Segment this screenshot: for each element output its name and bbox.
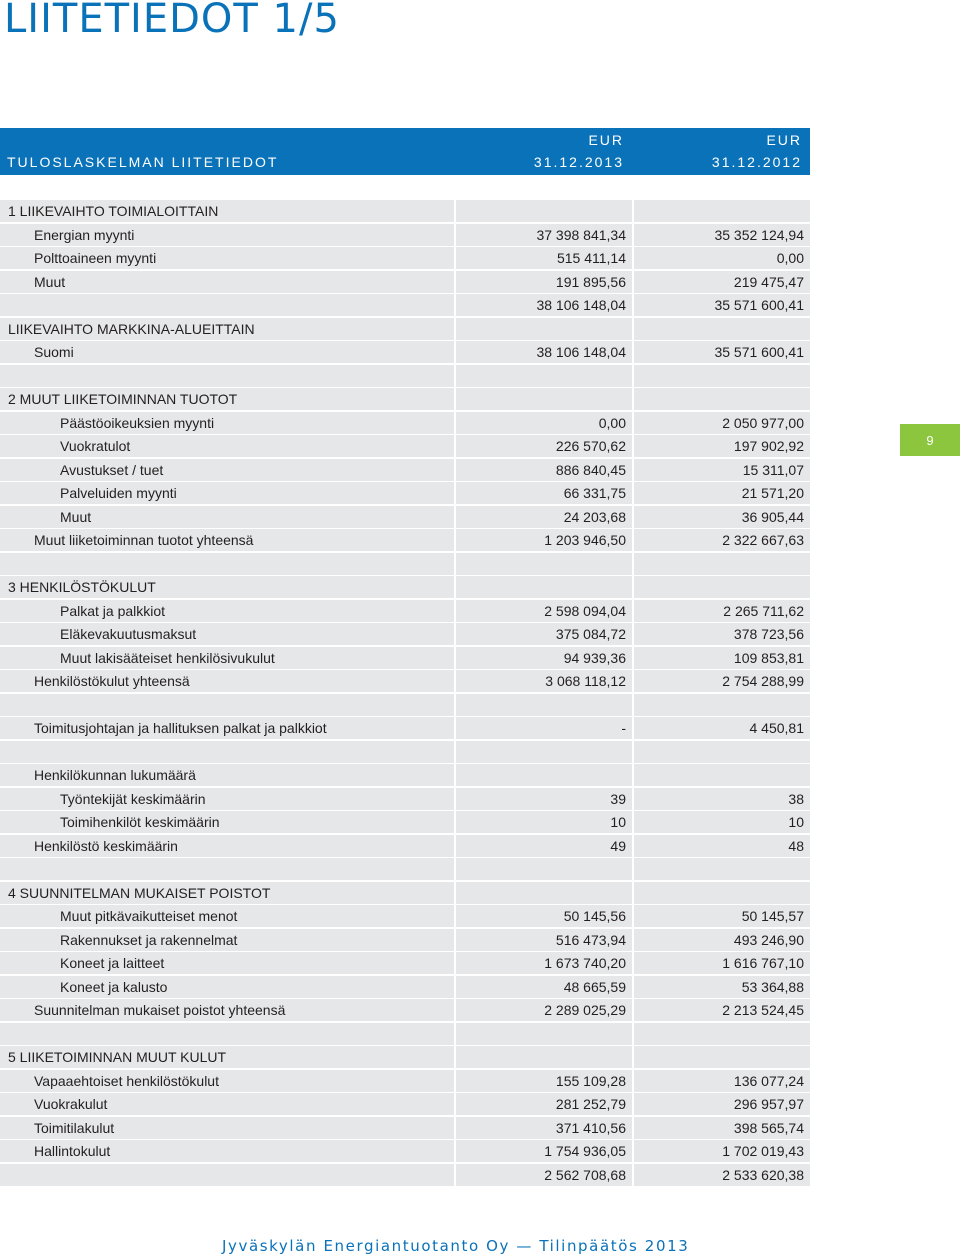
row-label: Muut bbox=[0, 506, 454, 528]
notes-table bbox=[0, 128, 810, 1186]
footer-text: Jyväskylän Energiantuotanto Oy — Tilinpäätös 2013 bbox=[222, 1237, 690, 1255]
value-2013: 515 411,14 bbox=[456, 247, 632, 269]
value-2012: 2 754 288,99 bbox=[634, 670, 810, 692]
value-2013: 516 473,94 bbox=[456, 929, 632, 951]
value-2013 bbox=[456, 694, 632, 716]
value-2012: 2 265 711,62 bbox=[634, 600, 810, 622]
value-2012: 296 957,97 bbox=[634, 1093, 810, 1115]
row-label: Koneet ja laitteet bbox=[0, 952, 454, 974]
value-2012: 493 246,90 bbox=[634, 929, 810, 951]
table-row bbox=[0, 1068, 810, 1092]
row-label bbox=[0, 294, 454, 316]
row-label: 5 LIIKETOIMINNAN MUUT KULUT bbox=[0, 1046, 454, 1068]
col-2013-unit: EUR bbox=[588, 132, 624, 148]
table-row bbox=[0, 528, 810, 552]
row-label: 1 LIIKEVAIHTO TOIMIALOITTAIN bbox=[0, 200, 454, 222]
row-label bbox=[0, 1023, 454, 1045]
table-row bbox=[0, 1021, 810, 1045]
value-2012 bbox=[634, 764, 810, 786]
value-2012: 15 311,07 bbox=[634, 459, 810, 481]
value-2013: 226 570,62 bbox=[456, 435, 632, 457]
value-2012: 36 905,44 bbox=[634, 506, 810, 528]
table-row bbox=[0, 669, 810, 693]
value-2013 bbox=[456, 858, 632, 880]
value-2012 bbox=[634, 553, 810, 575]
col-2012-date: 31.12.2012 bbox=[711, 154, 802, 170]
value-2013: 39 bbox=[456, 788, 632, 810]
row-label: Henkilöstö keskimäärin bbox=[0, 835, 454, 857]
value-2012: 1 616 767,10 bbox=[634, 952, 810, 974]
value-2013: 191 895,56 bbox=[456, 271, 632, 293]
value-2012 bbox=[634, 200, 810, 222]
value-2012: 35 571 600,41 bbox=[634, 294, 810, 316]
value-2013: 24 203,68 bbox=[456, 506, 632, 528]
row-label bbox=[0, 858, 454, 880]
value-2013: 1 754 936,05 bbox=[456, 1140, 632, 1162]
value-2012: 136 077,24 bbox=[634, 1070, 810, 1092]
value-2013: 48 665,59 bbox=[456, 976, 632, 998]
row-label: Työntekijät keskimäärin bbox=[0, 788, 454, 810]
value-2012 bbox=[634, 858, 810, 880]
table-row bbox=[0, 175, 810, 199]
value-2013 bbox=[456, 1023, 632, 1045]
value-2012 bbox=[634, 1046, 810, 1068]
row-label: Palveluiden myynti bbox=[0, 482, 454, 504]
row-label: Energian myynti bbox=[0, 224, 454, 246]
table-row bbox=[0, 551, 810, 575]
table-row bbox=[0, 716, 810, 740]
row-label bbox=[0, 1164, 454, 1186]
row-label: Muut bbox=[0, 271, 454, 293]
value-2013: - bbox=[456, 717, 632, 739]
row-label: Avustukset / tuet bbox=[0, 459, 454, 481]
value-2012 bbox=[634, 388, 810, 410]
row-label: Suunnitelman mukaiset poistot yhteensä bbox=[0, 999, 454, 1021]
row-label: LIIKEVAIHTO MARKKINA-ALUEITTAIN bbox=[0, 318, 454, 340]
row-label bbox=[0, 177, 454, 199]
value-2013 bbox=[456, 177, 632, 199]
page-number-badge: 9 bbox=[900, 424, 960, 456]
row-label: Toimihenkilöt keskimäärin bbox=[0, 811, 454, 833]
value-2013: 50 145,56 bbox=[456, 905, 632, 927]
row-label: Henkilöstökulut yhteensä bbox=[0, 670, 454, 692]
table-row bbox=[0, 1162, 810, 1186]
table-row bbox=[0, 387, 810, 411]
value-2013 bbox=[456, 882, 632, 904]
table-row bbox=[0, 880, 810, 904]
table-row bbox=[0, 293, 810, 317]
value-2012: 10 bbox=[634, 811, 810, 833]
table-row bbox=[0, 434, 810, 458]
table-row bbox=[0, 786, 810, 810]
row-label: Suomi bbox=[0, 341, 454, 363]
table-row bbox=[0, 575, 810, 599]
value-2013: 38 106 148,04 bbox=[456, 294, 632, 316]
value-2012: 0,00 bbox=[634, 247, 810, 269]
value-2013: 375 084,72 bbox=[456, 623, 632, 645]
value-2013: 886 840,45 bbox=[456, 459, 632, 481]
value-2012: 2 213 524,45 bbox=[634, 999, 810, 1021]
table-row bbox=[0, 974, 810, 998]
value-2013 bbox=[456, 318, 632, 340]
value-2013 bbox=[456, 553, 632, 575]
table-row bbox=[0, 1092, 810, 1116]
row-label: Muut liiketoiminnan tuotot yhteensä bbox=[0, 529, 454, 551]
value-2013: 0,00 bbox=[456, 412, 632, 434]
table-row bbox=[0, 692, 810, 716]
value-2012: 378 723,56 bbox=[634, 623, 810, 645]
row-label: Toimitilakulut bbox=[0, 1117, 454, 1139]
value-2013: 10 bbox=[456, 811, 632, 833]
table-row bbox=[0, 316, 810, 340]
value-2012: 35 571 600,41 bbox=[634, 341, 810, 363]
value-2013 bbox=[456, 200, 632, 222]
table-row bbox=[0, 481, 810, 505]
value-2013: 1 203 946,50 bbox=[456, 529, 632, 551]
row-label: Vuokratulot bbox=[0, 435, 454, 457]
row-label: Polttoaineen myynti bbox=[0, 247, 454, 269]
value-2012 bbox=[634, 576, 810, 598]
table-row bbox=[0, 457, 810, 481]
value-2013 bbox=[456, 576, 632, 598]
value-2012: 4 450,81 bbox=[634, 717, 810, 739]
table-row bbox=[0, 222, 810, 246]
col-2012-unit: EUR bbox=[766, 132, 802, 148]
table-row bbox=[0, 199, 810, 223]
table-row bbox=[0, 269, 810, 293]
value-2013: 66 331,75 bbox=[456, 482, 632, 504]
table-row bbox=[0, 739, 810, 763]
table-row bbox=[0, 1139, 810, 1163]
row-label: Koneet ja kalusto bbox=[0, 976, 454, 998]
row-label: Palkat ja palkkiot bbox=[0, 600, 454, 622]
table-row bbox=[0, 951, 810, 975]
value-2012: 398 565,74 bbox=[634, 1117, 810, 1139]
page-title: LIITETIEDOT 1/5 bbox=[4, 0, 340, 42]
table-row bbox=[0, 598, 810, 622]
value-2012: 2 533 620,38 bbox=[634, 1164, 810, 1186]
value-2012: 197 902,92 bbox=[634, 435, 810, 457]
row-label bbox=[0, 741, 454, 763]
value-2012: 2 322 667,63 bbox=[634, 529, 810, 551]
row-label: 3 HENKILÖSTÖKULUT bbox=[0, 576, 454, 598]
row-label bbox=[0, 365, 454, 387]
value-2012: 38 bbox=[634, 788, 810, 810]
table-row bbox=[0, 645, 810, 669]
value-2012 bbox=[634, 365, 810, 387]
value-2013: 94 939,36 bbox=[456, 647, 632, 669]
value-2012: 219 475,47 bbox=[634, 271, 810, 293]
table-header bbox=[0, 128, 810, 175]
table-row bbox=[0, 927, 810, 951]
table-row bbox=[0, 410, 810, 434]
value-2012: 35 352 124,94 bbox=[634, 224, 810, 246]
value-2012 bbox=[634, 741, 810, 763]
value-2013 bbox=[456, 741, 632, 763]
value-2012 bbox=[634, 177, 810, 199]
table-body bbox=[0, 175, 810, 1186]
table-row bbox=[0, 504, 810, 528]
value-2013 bbox=[456, 388, 632, 410]
row-label: Eläkevakuutusmaksut bbox=[0, 623, 454, 645]
value-2012: 1 702 019,43 bbox=[634, 1140, 810, 1162]
value-2013: 3 068 118,12 bbox=[456, 670, 632, 692]
row-label: Hallintokulut bbox=[0, 1140, 454, 1162]
table-row bbox=[0, 998, 810, 1022]
value-2012 bbox=[634, 1023, 810, 1045]
table-row bbox=[0, 904, 810, 928]
value-2012: 50 145,57 bbox=[634, 905, 810, 927]
value-2013: 281 252,79 bbox=[456, 1093, 632, 1115]
value-2013: 49 bbox=[456, 835, 632, 857]
value-2012: 109 853,81 bbox=[634, 647, 810, 669]
row-label: Päästöoikeuksien myynti bbox=[0, 412, 454, 434]
value-2012: 53 364,88 bbox=[634, 976, 810, 998]
value-2013: 2 562 708,68 bbox=[456, 1164, 632, 1186]
value-2013: 1 673 740,20 bbox=[456, 952, 632, 974]
row-label: Muut pitkävaikutteiset menot bbox=[0, 905, 454, 927]
value-2012 bbox=[634, 882, 810, 904]
value-2012: 2 050 977,00 bbox=[634, 412, 810, 434]
value-2013 bbox=[456, 764, 632, 786]
value-2013: 371 410,56 bbox=[456, 1117, 632, 1139]
table-row bbox=[0, 1045, 810, 1069]
table-title: TULOSLASKELMAN LIITETIEDOT bbox=[7, 154, 279, 170]
col-2013-date: 31.12.2013 bbox=[533, 154, 624, 170]
row-label: Rakennukset ja rakennelmat bbox=[0, 929, 454, 951]
value-2013 bbox=[456, 365, 632, 387]
row-label bbox=[0, 553, 454, 575]
row-label: Toimitusjohtajan ja hallituksen palkat ja palkkiot bbox=[0, 717, 454, 739]
table-row bbox=[0, 810, 810, 834]
table-row bbox=[0, 622, 810, 646]
table-row bbox=[0, 857, 810, 881]
table-row bbox=[0, 340, 810, 364]
value-2012 bbox=[634, 694, 810, 716]
value-2013: 37 398 841,34 bbox=[456, 224, 632, 246]
table-row bbox=[0, 1115, 810, 1139]
value-2013: 2 289 025,29 bbox=[456, 999, 632, 1021]
row-label: Vapaaehtoiset henkilöstökulut bbox=[0, 1070, 454, 1092]
table-row bbox=[0, 246, 810, 270]
value-2012: 48 bbox=[634, 835, 810, 857]
value-2012: 21 571,20 bbox=[634, 482, 810, 504]
row-label: Vuokrakulut bbox=[0, 1093, 454, 1115]
value-2012 bbox=[634, 318, 810, 340]
row-label: Henkilökunnan lukumäärä bbox=[0, 764, 454, 786]
value-2013: 38 106 148,04 bbox=[456, 341, 632, 363]
table-row bbox=[0, 763, 810, 787]
table-row bbox=[0, 833, 810, 857]
row-label: 4 SUUNNITELMAN MUKAISET POISTOT bbox=[0, 882, 454, 904]
row-label bbox=[0, 694, 454, 716]
table-row bbox=[0, 363, 810, 387]
value-2013 bbox=[456, 1046, 632, 1068]
value-2013: 155 109,28 bbox=[456, 1070, 632, 1092]
row-label: Muut lakisääteiset henkilösivukulut bbox=[0, 647, 454, 669]
value-2013: 2 598 094,04 bbox=[456, 600, 632, 622]
row-label: 2 MUUT LIIKETOIMINNAN TUOTOT bbox=[0, 388, 454, 410]
